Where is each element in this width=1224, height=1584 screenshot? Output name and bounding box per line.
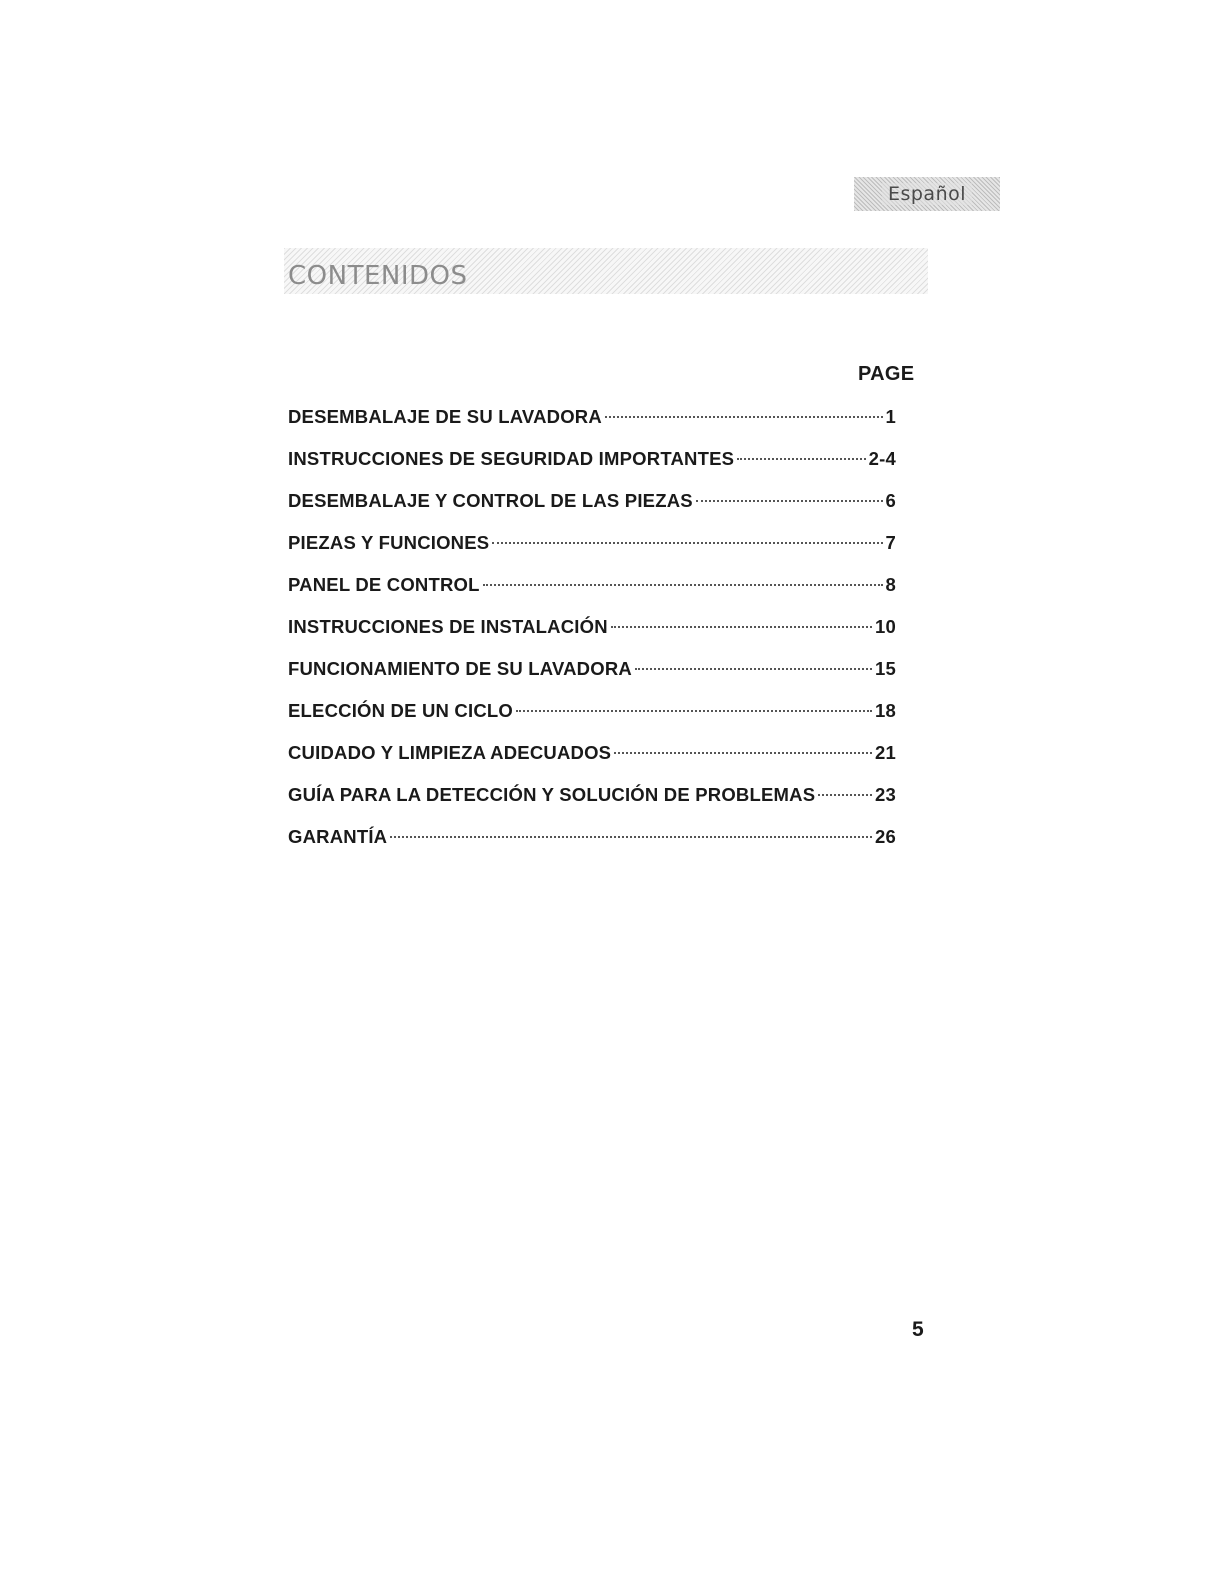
language-label: Español xyxy=(882,183,972,205)
toc-entry xyxy=(288,568,896,610)
toc-entry-page: 6 xyxy=(885,490,896,511)
toc-entry-label: DESEMBALAJE DE SU LAVADORA xyxy=(288,406,602,427)
toc-entry xyxy=(288,484,896,526)
toc-dot-leader xyxy=(605,416,883,418)
toc-dot-leader xyxy=(635,668,872,670)
toc-dot-leader xyxy=(516,710,872,712)
toc-entry xyxy=(288,820,896,862)
toc-entry-label: GUÍA PARA LA DETECCIÓN Y SOLUCIÓN DE PROBLEMAS xyxy=(288,784,816,805)
toc-entry-page: 2-4 xyxy=(868,448,896,469)
toc-entry xyxy=(288,778,896,820)
toc-dot-leader xyxy=(818,794,872,796)
toc-dot-leader xyxy=(611,626,872,628)
toc-entry-page: 21 xyxy=(875,742,896,763)
table-of-contents xyxy=(288,400,896,862)
toc-entry-label: INSTRUCCIONES DE INSTALACIÓN xyxy=(288,616,608,637)
toc-entry-label: ELECCIÓN DE UN CICLO xyxy=(288,700,513,721)
toc-dot-leader xyxy=(483,584,883,586)
toc-dot-leader xyxy=(737,458,866,460)
toc-entry-page: 1 xyxy=(885,406,896,427)
toc-entry-page: 8 xyxy=(885,574,896,595)
toc-entry xyxy=(288,694,896,736)
toc-entry-page: 26 xyxy=(875,826,896,847)
title-band xyxy=(284,248,928,294)
toc-entry-label: CUIDADO Y LIMPIEZA ADECUADOS xyxy=(288,742,612,763)
toc-entry-label: PANEL DE CONTROL xyxy=(288,574,480,595)
toc-dot-leader xyxy=(614,752,872,754)
toc-entry-page: 7 xyxy=(885,532,896,553)
toc-entry xyxy=(288,526,896,568)
toc-entry xyxy=(288,400,896,442)
toc-entry-label: GARANTÍA xyxy=(288,826,388,847)
toc-entry-label: PIEZAS Y FUNCIONES xyxy=(288,532,490,553)
toc-entry xyxy=(288,736,896,778)
toc-entry xyxy=(288,652,896,694)
page-number: 5 xyxy=(912,1318,924,1341)
toc-entry-page: 10 xyxy=(875,616,896,637)
toc-dot-leader xyxy=(492,542,882,544)
toc-entry-page: 15 xyxy=(875,658,896,679)
toc-entry xyxy=(288,610,896,652)
language-badge xyxy=(854,177,1000,211)
toc-entry-page: 23 xyxy=(875,784,896,805)
toc-entry-label: FUNCIONAMIENTO DE SU LAVADORA xyxy=(288,658,632,679)
toc-dot-leader xyxy=(390,836,872,838)
page-column-header: PAGE xyxy=(858,363,915,385)
toc-dot-leader xyxy=(696,500,883,502)
toc-entry xyxy=(288,442,896,484)
toc-entry-label: INSTRUCCIONES DE SEGURIDAD IMPORTANTES xyxy=(288,448,735,469)
page-title: CONTENIDOS xyxy=(288,261,468,291)
toc-entry-label: DESEMBALAJE Y CONTROL DE LAS PIEZAS xyxy=(288,490,693,511)
toc-entry-page: 18 xyxy=(875,700,896,721)
